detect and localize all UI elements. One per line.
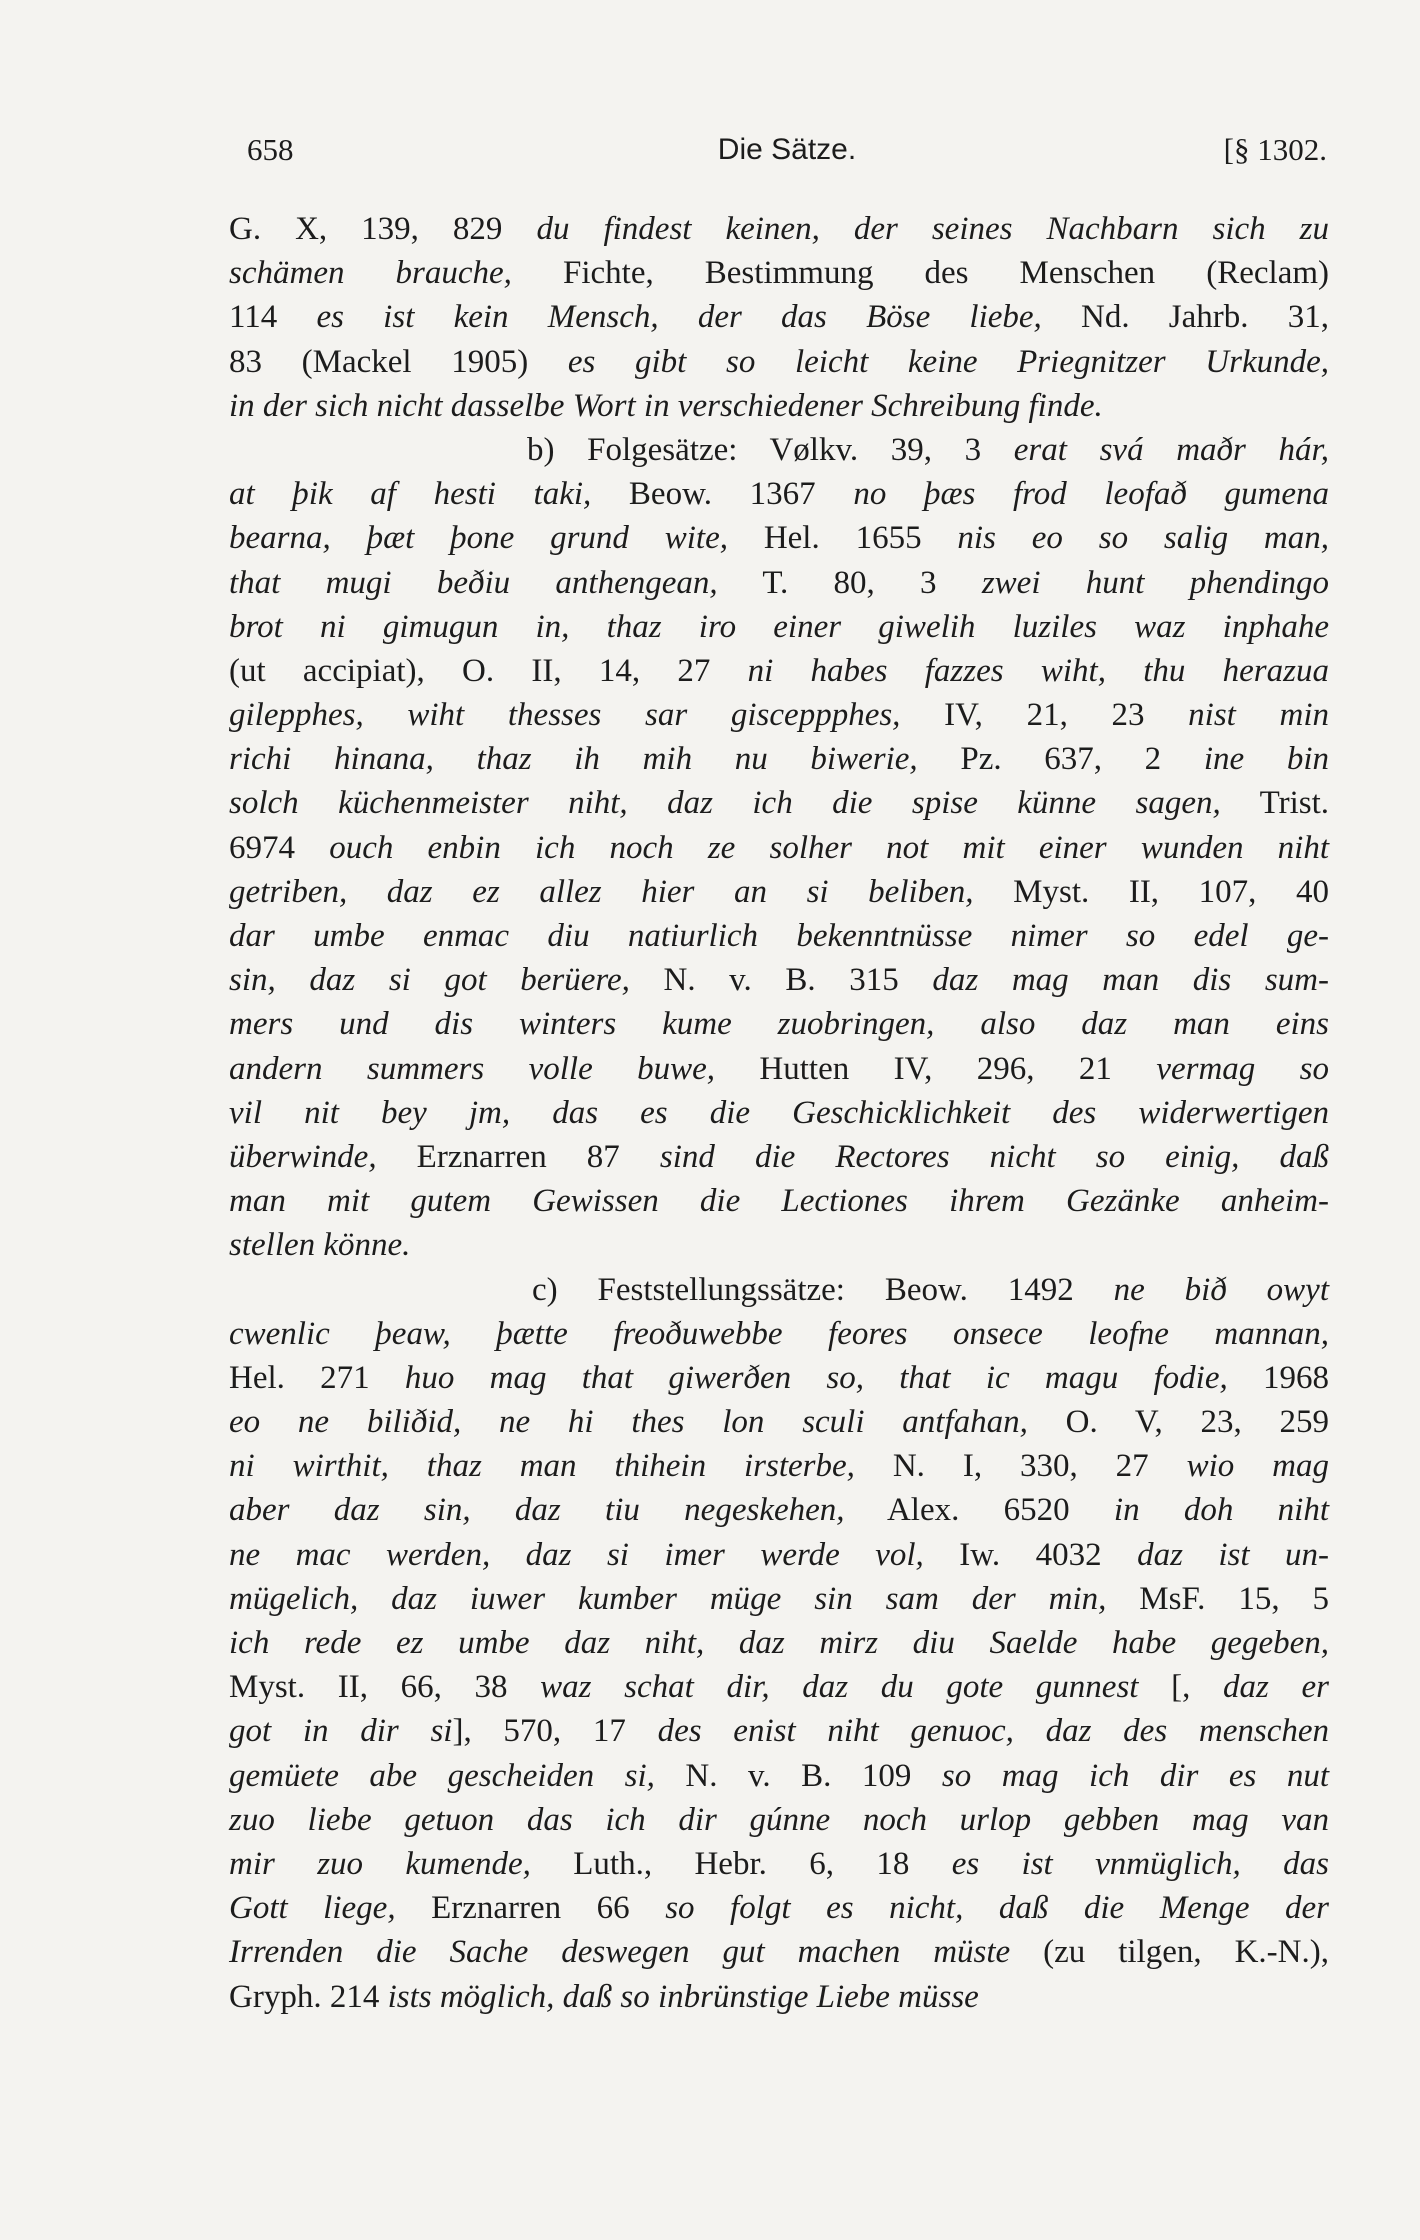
italic-quote: aber daz sin, daz tiu negeskehen, (229, 1492, 845, 1529)
italic-quote: daz ist un- (1137, 1536, 1329, 1573)
citation-text: Trist. (1220, 785, 1329, 822)
text-line (229, 561, 1329, 605)
italic-quote: ne mac werden, daz si imer werde vol, (229, 1536, 924, 1573)
text-line (229, 1047, 1329, 1091)
italic-quote: stellen könne. (229, 1227, 411, 1264)
text-line (229, 1930, 1329, 1974)
italic-quote: mir zuo kumende, (229, 1845, 531, 1882)
text-line (229, 914, 1329, 958)
text-line (229, 1091, 1329, 1135)
text-line (229, 1798, 1329, 1842)
italic-quote: wio mag (1186, 1448, 1329, 1485)
citation-text: (zu tilgen, K.-N.), (1010, 1934, 1329, 1971)
italic-quote: mügelich, daz iuwer kumber müge sin sam der min, (229, 1580, 1107, 1617)
italic-quote: ists möglich, daß so inbrünstige Liebe müsse (387, 1978, 979, 2015)
citation-text: G. X, 139, 829 (229, 211, 537, 247)
citation-text: [, (1138, 1669, 1223, 1706)
italic-quote: sind die Rectores nicht so einig, daß (659, 1138, 1329, 1175)
citation-text: Myst. II, 107, 40 (973, 873, 1329, 910)
text-line (229, 516, 1329, 560)
text-line (229, 1709, 1329, 1753)
italic-quote: man mit gutem Gewissen die Lectiones ihrem Gezänke anheim- (229, 1183, 1329, 1220)
citation-text: O. V, 23, 259 (1027, 1404, 1329, 1441)
italic-quote: es ist kein Mensch, der das Böse liebe, (316, 299, 1042, 336)
italic-quote: ni habes fazzes wiht, thu herazua (747, 652, 1329, 689)
text-line (229, 1488, 1329, 1532)
text-line (229, 1842, 1329, 1886)
italic-quote: es gibt so leicht keine Priegnitzer Urkunde, (567, 343, 1329, 380)
text-line (229, 1179, 1329, 1223)
italic-quote: no þæs frod leofað gumena (853, 476, 1329, 513)
italic-quote: ich rede ez umbe daz niht, daz mirz diu Saelde habe gegeben, (229, 1625, 1329, 1661)
italic-quote: ni wirthit, thaz man thihein irsterbe, (229, 1448, 855, 1485)
italic-quote: dar umbe enmac diu natiurlich bekenntnüsse nimer so edel ge- (229, 918, 1329, 954)
text-line (229, 340, 1329, 384)
italic-quote: cwenlic þeaw, þætte freoðuwebbe feores onsece leofne mannan, (229, 1315, 1329, 1352)
running-title: Die Sätze. (717, 133, 857, 166)
text-line (229, 737, 1329, 781)
citation-text: Alex. 6520 (844, 1492, 1114, 1529)
italic-quote: ouch enbin ich noch ze solher not mit einer wunden niht (329, 829, 1329, 866)
citation-text: MsF. 15, 5 (1106, 1580, 1329, 1617)
page-body-text (229, 207, 1329, 2019)
citation-text: N. v. B. 315 (629, 962, 933, 999)
citation-text: b) Folgesätze: Vølkv. 39, 3 (527, 431, 1014, 468)
italic-quote: andern summers volle buwe, (229, 1050, 716, 1087)
italic-quote: überwinde, (229, 1138, 377, 1175)
italic-quote: zuo liebe getuon das ich dir gúnne noch urlop gebben mag van (229, 1801, 1329, 1838)
citation-text: Iw. 4032 (923, 1536, 1138, 1573)
italic-quote: vermag so (1156, 1050, 1330, 1087)
text-line (229, 870, 1329, 914)
italic-quote: Gott liege, (229, 1890, 396, 1927)
citation-text: (ut accipiat), O. II, 14, 27 (229, 652, 748, 689)
italic-quote: getriben, daz ez allez hier an si beliben, (229, 873, 974, 910)
italic-quote: at þik af hesti taki, (229, 476, 592, 513)
italic-quote: gemüete abe gescheiden si, (229, 1757, 655, 1794)
citation-text: Luth., Hebr. 6, 18 (530, 1845, 952, 1882)
text-line (229, 1665, 1329, 1709)
text-line (229, 649, 1329, 693)
citation-text: Hutten IV, 296, 21 (715, 1050, 1157, 1087)
italic-quote: es ist vnmüglich, das (951, 1845, 1329, 1882)
text-line (229, 1400, 1329, 1444)
text-line (229, 472, 1329, 516)
italic-quote: bearna, þæt þone grund wite, (229, 520, 728, 557)
text-line (229, 207, 1329, 251)
italic-quote: brot ni gimugun in, thaz iro einer giwelih luziles waz inphahe (229, 608, 1329, 645)
citation-text: Erznarren 66 (395, 1890, 666, 1927)
text-line (229, 1621, 1329, 1665)
italic-quote: huo mag that giwerðen so, that ic magu fodie, (404, 1359, 1228, 1396)
text-line (229, 826, 1329, 870)
citation-text: Erznarren 87 (376, 1138, 660, 1175)
text-line (229, 1356, 1329, 1400)
citation-text: Pz. 637, 2 (917, 741, 1204, 778)
text-line (229, 1533, 1329, 1577)
text-line (229, 781, 1329, 825)
italic-quote: so folgt es nicht, daß die Menge der (665, 1890, 1329, 1927)
citation-text: Fichte, Bestimmung des Menschen (Reclam) (511, 255, 1329, 292)
text-line (229, 1754, 1329, 1798)
italic-quote: zwei hunt phendingo (981, 564, 1329, 601)
italic-quote: mers und dis winters kume zuobringen, also daz man eins (229, 1006, 1329, 1043)
text-line (229, 1223, 1329, 1267)
text-line (229, 1975, 1329, 2019)
text-line (229, 1886, 1329, 1930)
italic-quote: nist min (1188, 697, 1329, 734)
italic-quote: erat svá maðr hár, (1013, 431, 1329, 468)
citation-text: c) Feststellungssätze: Beow. 1492 (532, 1271, 1114, 1308)
text-line (229, 1444, 1329, 1488)
citation-text: Myst. II, 66, 38 (229, 1669, 541, 1706)
section-marker: [§ 1302. (1223, 132, 1327, 167)
italic-quote: waz schat dir, daz du gote gunnest (540, 1669, 1139, 1706)
italic-quote: gilepphes, wiht thesses sar gisceppphes, (229, 697, 901, 734)
italic-quote: ine bin (1203, 741, 1329, 778)
italic-quote: nis eo so salig man, (957, 520, 1330, 557)
italic-quote: eo ne biliðid, ne hi thes lon sculi antfahan, (229, 1404, 1028, 1441)
italic-quote: daz mag man dis sum- (932, 962, 1329, 999)
citation-text: N. I, 330, 27 (854, 1448, 1187, 1485)
citation-text: Hel. 1655 (728, 520, 958, 557)
italic-quote: Irrenden die Sache deswegen gut machen müste (229, 1934, 1011, 1971)
text-line (229, 693, 1329, 737)
italic-quote: vil nit bey jm, das es die Geschicklichkeit des widerwertigen (229, 1094, 1329, 1131)
italic-quote: that mugi beðiu anthengean, (229, 564, 718, 601)
text-line (229, 605, 1329, 649)
citation-text: N. v. B. 109 (654, 1757, 942, 1794)
italic-quote: du findest keinen, der seines Nachbarn sich zu (536, 211, 1329, 247)
citation-text: 114 (229, 299, 317, 336)
text-line (229, 295, 1329, 339)
citation-text: Gryph. 214 (229, 1978, 388, 2015)
citation-text: IV, 21, 23 (900, 697, 1189, 734)
citation-text: ], 570, 17 (452, 1713, 658, 1750)
italic-quote: richi hinana, thaz ih mih nu biwerie, (229, 741, 918, 778)
text-line (229, 251, 1329, 295)
text-line (229, 1002, 1329, 1046)
citation-text: Nd. Jahrb. 31, (1041, 299, 1329, 336)
italic-quote: des enist niht genuoc, daz des menschen (657, 1713, 1329, 1750)
italic-quote: ne bið owyt (1113, 1271, 1329, 1308)
italic-quote: got in dir si (229, 1713, 453, 1750)
italic-quote: solch küchenmeister niht, daz ich die spise künne sagen, (229, 785, 1221, 822)
italic-quote: in doh niht (1113, 1492, 1329, 1529)
citation-text: 83 (Mackel 1905) (229, 343, 568, 380)
text-line (229, 428, 1329, 472)
italic-quote: in der sich nicht dasselbe Wort in verschiedener Schreibung finde. (229, 387, 1103, 424)
citation-text: T. 80, 3 (717, 564, 982, 601)
text-line (229, 1268, 1329, 1312)
citation-text: Hel. 271 (229, 1359, 405, 1396)
text-line (229, 1577, 1329, 1621)
italic-quote: so mag ich dir es nut (941, 1757, 1329, 1794)
citation-text: Beow. 1367 (591, 476, 854, 513)
text-line (229, 1312, 1329, 1356)
italic-quote: schämen brauche, (229, 255, 512, 292)
citation-text: 6974 (229, 829, 330, 866)
italic-quote: daz er (1223, 1669, 1329, 1706)
citation-text: 1968 (1227, 1359, 1329, 1396)
text-line (229, 384, 1329, 428)
text-line (229, 1135, 1329, 1179)
italic-quote: sin, daz si got berüere, (229, 962, 630, 999)
page-number: 658 (247, 132, 294, 167)
text-line (229, 958, 1329, 1002)
